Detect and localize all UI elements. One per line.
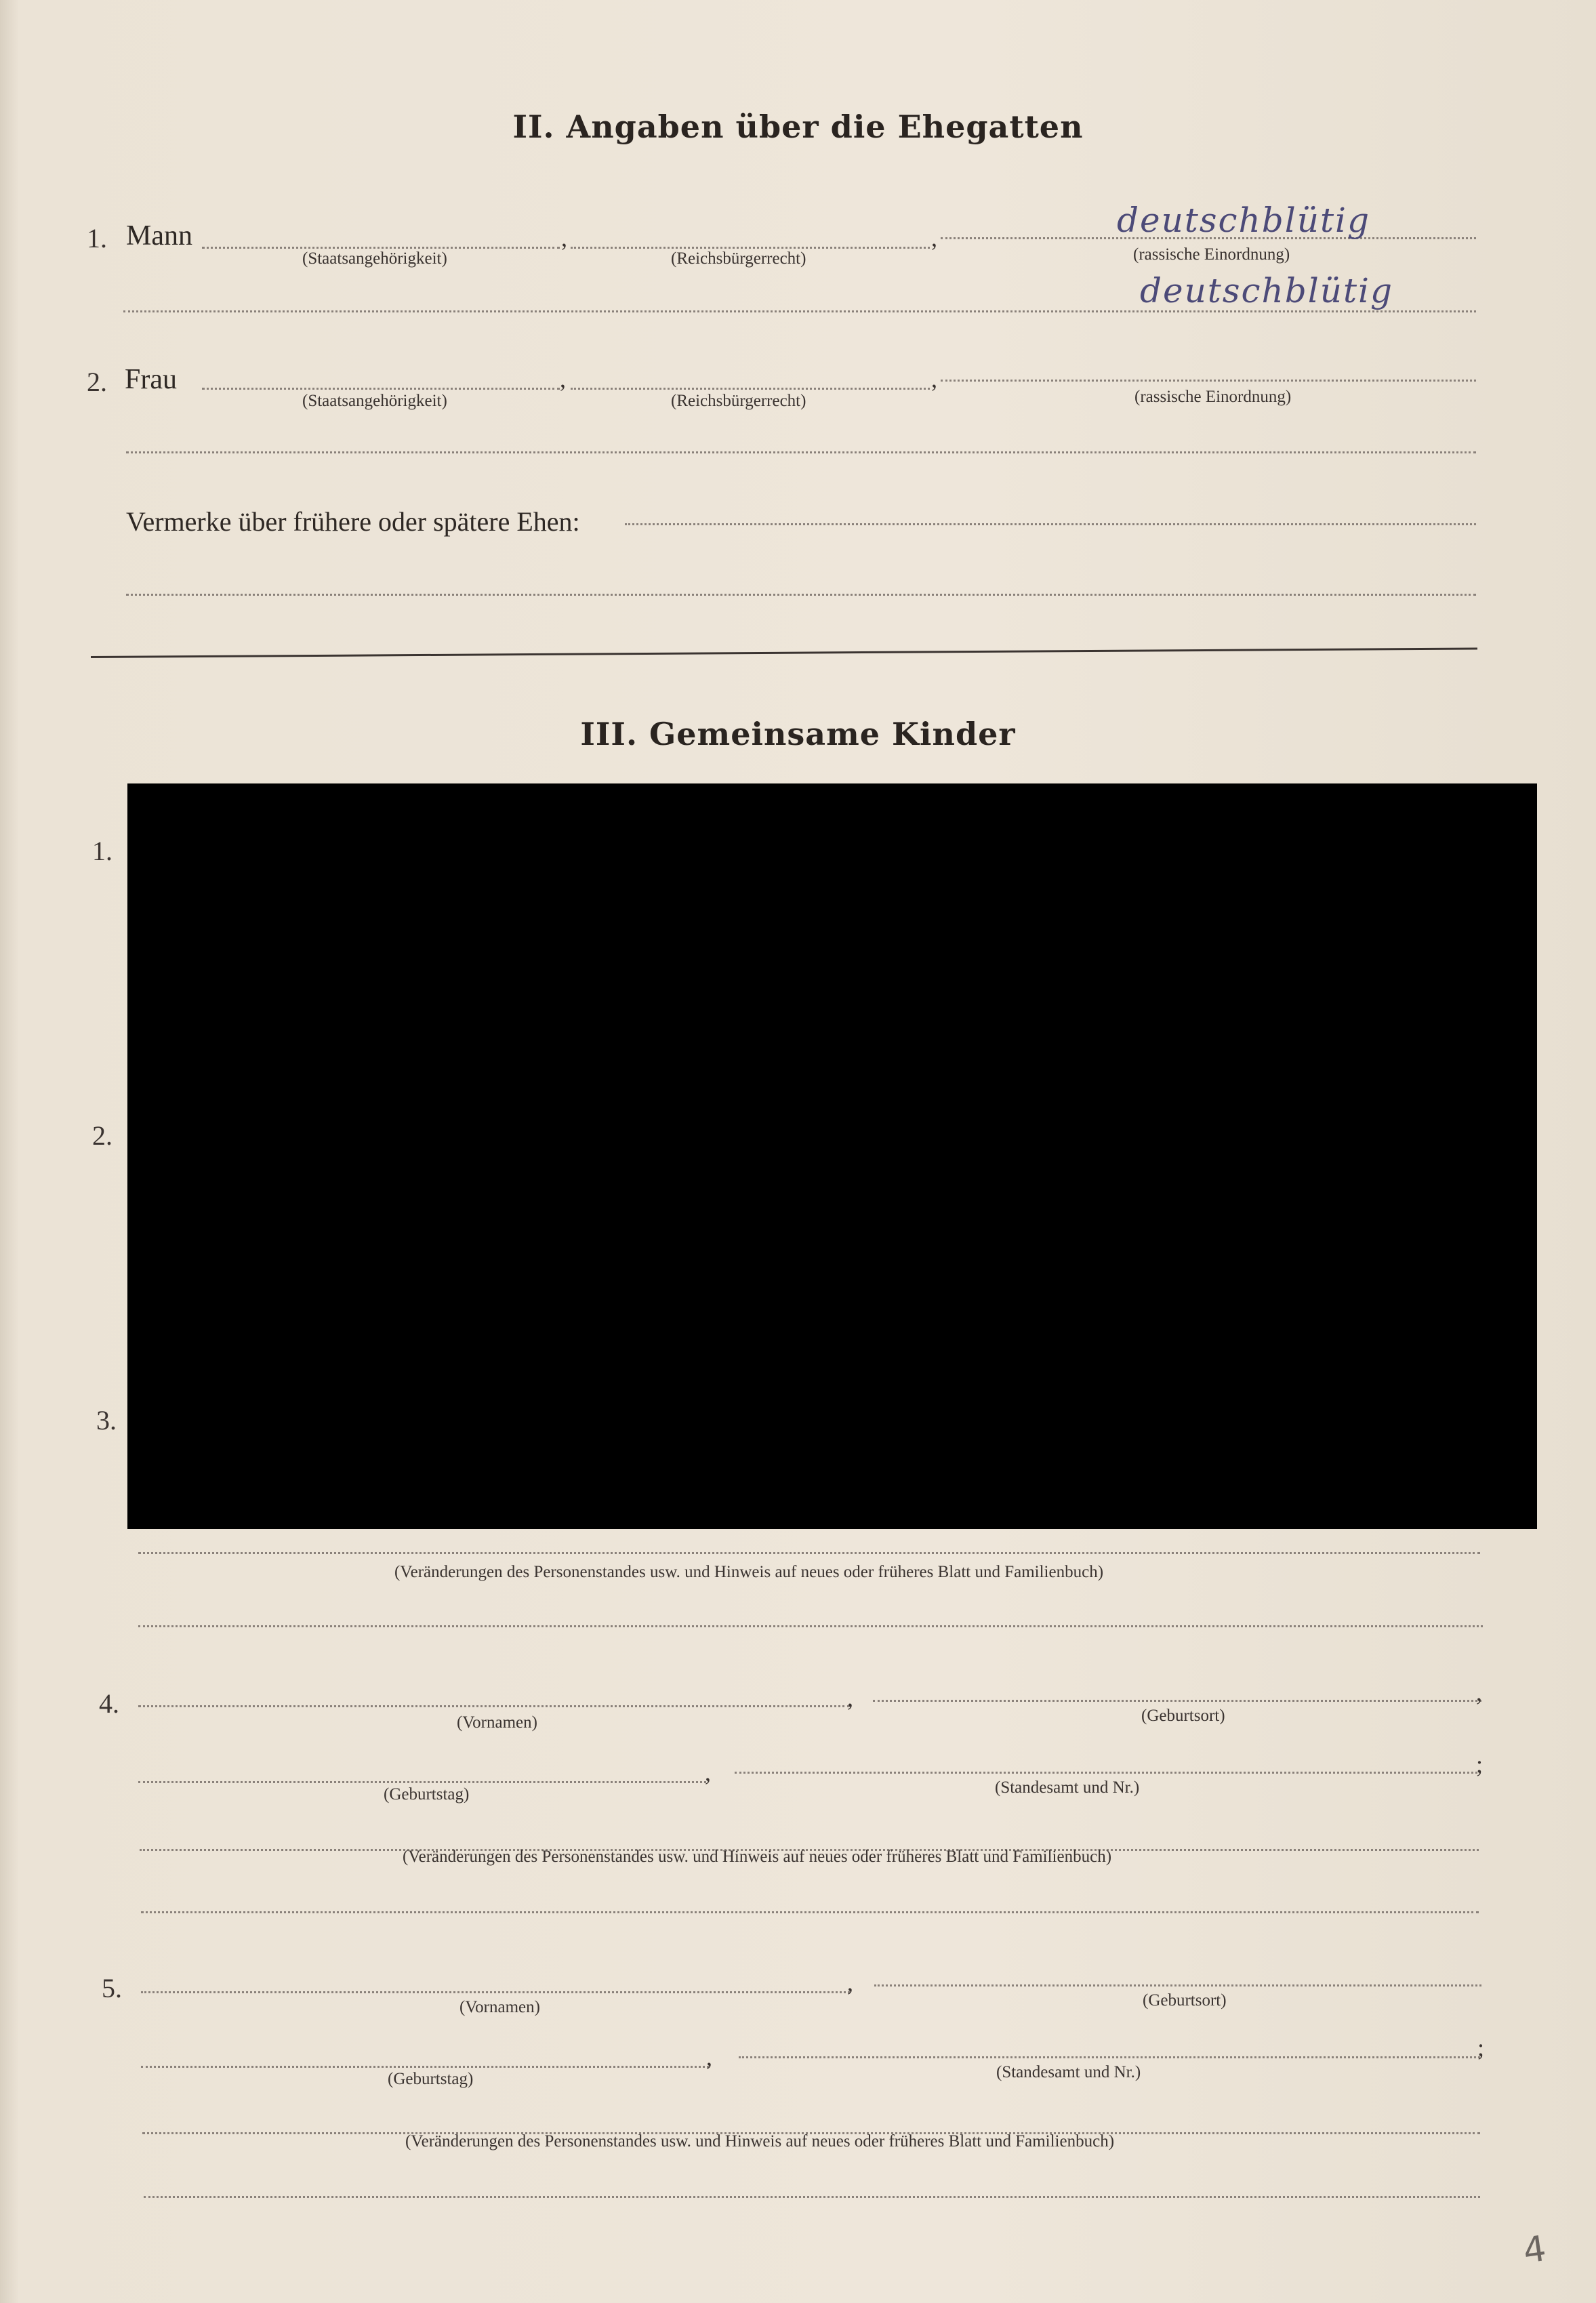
child-5-caption-vornamen: (Vornamen)	[459, 1998, 540, 2016]
frau-caption-rasse: (rassische Einordnung)	[1134, 388, 1292, 406]
child-4-number: 4.	[99, 1688, 119, 1719]
mann-caption-staat: (Staatsangehörigkeit)	[302, 249, 447, 268]
child-4-caption-standesamt: (Standesamt und Nr.)	[995, 1778, 1140, 1797]
child-4-standesamt-field[interactable]	[735, 1772, 1477, 1774]
frau-staat-field[interactable]	[202, 388, 560, 390]
child-3-caption-changes: (Veränderungen des Personenstandes usw. und Hinweis auf neues oder früheres Blatt und Familienbuch)	[394, 1563, 1104, 1581]
child-4-caption-geburtsort: (Geburtsort)	[1141, 1707, 1225, 1725]
child-3-number: 3.	[96, 1405, 117, 1435]
child-5-geburtsort-field[interactable]	[874, 1984, 1481, 1986]
semicolon: ;	[1477, 2034, 1485, 2061]
child-5-caption-changes: (Veränderungen des Personenstandes usw. und Hinweis auf neues oder früheres Blatt und Familienbuch)	[405, 2132, 1115, 2151]
redaction-block	[127, 783, 1537, 1529]
mann-caption-rasse: (rassische Einordnung)	[1133, 245, 1290, 264]
child-4-caption-changes: (Veränderungen des Personenstandes usw. und Hinweis auf neues oder früheres Blatt und Familienbuch)	[403, 1848, 1112, 1866]
frau-caption-reich: (Reichsbürgerrecht)	[671, 392, 806, 410]
comma: ,	[1476, 1679, 1482, 1706]
child-5-caption-standesamt: (Standesamt und Nr.)	[996, 2063, 1141, 2081]
child-5-geburtstag-field[interactable]	[141, 2066, 709, 2068]
child-5-number: 5.	[102, 1973, 122, 2003]
comma: ,	[931, 365, 937, 392]
mann-staat-field[interactable]	[202, 247, 560, 249]
mann-caption-reich: (Reichsbürgerrecht)	[671, 249, 806, 268]
comma: ,	[561, 224, 567, 251]
child-5-changes-line-2[interactable]	[144, 2196, 1480, 2198]
comma: ,	[847, 1684, 853, 1711]
frau-rasse-field[interactable]	[941, 380, 1476, 382]
frau-caption-staat: (Staatsangehörigkeit)	[302, 392, 447, 410]
semicolon: ;	[1476, 1751, 1484, 1778]
section-divider	[91, 648, 1477, 658]
child-4-geburtstag-field[interactable]	[138, 1781, 706, 1783]
child-4-geburtsort-field[interactable]	[873, 1700, 1481, 1702]
frau-label: Frau	[125, 364, 177, 395]
child-5-caption-geburtsort: (Geburtsort)	[1143, 1991, 1227, 2010]
frau-second-line[interactable]	[126, 451, 1476, 453]
child-2-number: 2.	[92, 1120, 112, 1151]
mann-second-line[interactable]	[123, 310, 1476, 312]
page-number-mark: 4	[1520, 2228, 1549, 2273]
comma: ,	[705, 1759, 711, 1786]
comma: ,	[706, 2043, 712, 2071]
child-4-caption-vornamen: (Vornamen)	[457, 1713, 537, 1732]
child-4-changes-line-2[interactable]	[141, 1911, 1479, 1913]
comma: ,	[847, 1969, 853, 1996]
vermerke-label: Vermerke über frühere oder spätere Ehen:	[126, 506, 580, 537]
child-3-changes-line[interactable]	[138, 1552, 1480, 1554]
child-5-vornamen-field[interactable]	[141, 1991, 850, 1993]
vermerke-second-line[interactable]	[126, 594, 1476, 596]
mann-reich-field[interactable]	[571, 247, 930, 249]
child-1-number: 1.	[92, 836, 112, 866]
comma: ,	[560, 365, 566, 392]
section-3-title: III. Gemeinsame Kinder	[580, 716, 1016, 752]
frau-reich-field[interactable]	[571, 388, 930, 390]
mann-number: 1.	[87, 223, 107, 253]
vermerke-field[interactable]	[625, 523, 1476, 525]
child-5-caption-geburtstag: (Geburtstag)	[388, 2070, 474, 2088]
comma: ,	[931, 224, 937, 251]
mann-label: Mann	[126, 220, 192, 251]
mann-handwriting-2: deutschblütig	[1140, 271, 1394, 310]
child-3-changes-line-2[interactable]	[138, 1625, 1483, 1627]
child-5-standesamt-field[interactable]	[739, 2056, 1480, 2058]
child-4-caption-geburtstag: (Geburtstag)	[384, 1785, 470, 1803]
frau-number: 2.	[87, 367, 107, 397]
mann-handwriting: deutschblütig	[1117, 201, 1371, 240]
section-2-title: II. Angaben über die Ehegatten	[512, 108, 1084, 145]
child-4-vornamen-field[interactable]	[138, 1705, 850, 1707]
